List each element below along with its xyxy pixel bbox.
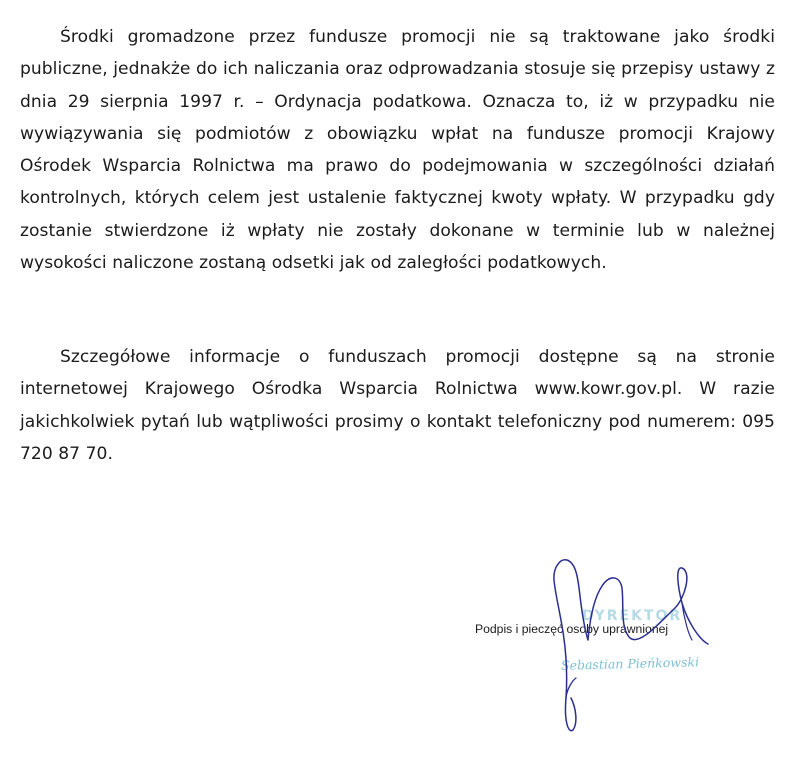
paragraph-promotion-funds: Środki gromadzone przez fundusze promocji nie są traktowane jako środki publiczne, jednakże do ich naliczania oraz odprowadzania stosuje się przepisy ustawy z dnia 29 sierpnia 1997 r. – Ordynacja podatkowa. Oznacza to, iż w przypadku nie wywiązywania się podmiotów z obowiązku wpłat na fundusze promocji Krajowy Ośrodek Wsparcia Rolnictwa ma prawo do podejmowania w szczególności działań kontrolnych, których celem jest ustalenie faktycznej kwoty wpłaty. W przypadku gdy zostanie stwierdzone iż wpłaty nie zostały dokonane w terminie lub w należnej wysokości naliczone zostaną odsetki jak od zaległości podatkowych. <box>20 27 775 274</box>
signature-caption: Podpis i pieczęć osoby uprawnionej <box>475 622 669 636</box>
stamp-name: Sebastian Pieńkowski <box>560 654 700 673</box>
signature-stroke-main <box>554 560 708 731</box>
signature-block <box>470 548 770 748</box>
stamp-title: DYREKTOR <box>582 608 683 624</box>
handwritten-signature-icon <box>470 548 770 748</box>
paragraph-contact-info: Szczegółowe informacje o funduszach promocji dostępne są na stronie internetowej Krajowego Ośrodka Wsparcia Rolnictwa www.kowr.gov.pl. W razie jakichkolwiek pytań lub wątpliwości prosimy o kontakt telefoniczny pod numerem: 095 720 87 70. <box>20 347 775 464</box>
signature-stroke-loop <box>566 678 576 698</box>
